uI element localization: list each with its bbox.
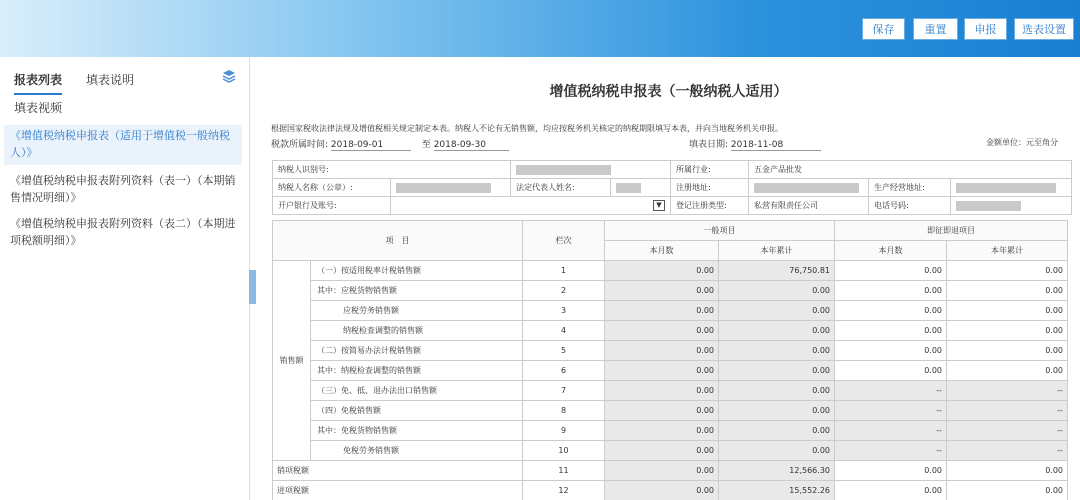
immediate-year-cell: -- (947, 401, 1068, 421)
immediate-year-cell: 0.00 (947, 461, 1068, 481)
immediate-month-cell[interactable]: 0.00 (835, 321, 947, 341)
row-label: （四）免税销售额 (311, 401, 523, 421)
form-item-main[interactable]: 《增值税纳税申报表（适用于增值税一般纳税人）》 (4, 125, 242, 165)
form-item-schedule-1[interactable]: 《增值税纳税申报表附列资料（表一）（本期销售情况明细）》 (10, 174, 236, 204)
row-label: （二）按简易办法计税销售额 (311, 341, 523, 361)
phone-field[interactable] (951, 197, 1072, 215)
tab-fill-instructions[interactable]: 填表说明 (86, 73, 135, 87)
immediate-month-cell: -- (835, 441, 947, 461)
immediate-year-cell: 0.00 (947, 321, 1068, 341)
immediate-year-cell: 0.00 (947, 481, 1068, 500)
general-month-cell[interactable]: 0.00 (605, 321, 719, 341)
row-number: 1 (523, 261, 605, 281)
general-month-cell[interactable]: 0.00 (605, 441, 719, 461)
row-label: 免税劳务销售额 (311, 441, 523, 461)
tab-report-list[interactable]: 报表列表 (14, 71, 62, 95)
immediate-month-cell[interactable]: 0.00 (835, 481, 947, 500)
form-note: 根据国家税收法律法规及增值税相关规定制定本表。纳税人不论有无销售额，均应按税务机关核定的纳税期限填写本表，并向当地税务机关申报。 (271, 124, 783, 133)
general-year-cell: 0.00 (719, 381, 835, 401)
immediate-month-cell: -- (835, 421, 947, 441)
declare-button[interactable]: 申报 (964, 18, 1007, 40)
general-month-cell[interactable]: 0.00 (605, 281, 719, 301)
row-label: 应税劳务销售额 (311, 301, 523, 321)
header-general: 一般项目 (605, 221, 835, 241)
table-row (273, 461, 1068, 481)
table-settings-button[interactable]: 选表设置 (1014, 18, 1074, 40)
row-number: 2 (523, 281, 605, 301)
taxpayer-name-field[interactable] (391, 179, 511, 197)
header-immediate: 即征即退项目 (835, 221, 1068, 241)
table-row (273, 321, 1068, 341)
sidebar-collapse-handle[interactable] (249, 270, 256, 304)
header-month: 本月数 (605, 241, 719, 261)
general-year-cell: 0.00 (719, 301, 835, 321)
table-row (273, 481, 1068, 500)
immediate-month-cell[interactable]: 0.00 (835, 301, 947, 321)
immediate-month-cell[interactable]: 0.00 (835, 361, 947, 381)
table-row (273, 281, 1068, 301)
immediate-month-cell[interactable]: 0.00 (835, 281, 947, 301)
form-item-schedule-2[interactable]: 《增值税纳税申报表附列资料（表二）（本期进项税额明细）》 (10, 217, 236, 247)
biz-addr-label: 生产经营地址: (869, 179, 951, 197)
row-label: 其中：纳税检查调整的销售额 (311, 361, 523, 381)
immediate-month-cell[interactable]: 0.00 (835, 261, 947, 281)
reg-type-field[interactable]: 私营有限责任公司 (749, 197, 869, 215)
row-number: 8 (523, 401, 605, 421)
main-panel (257, 57, 1080, 500)
row-number: 4 (523, 321, 605, 341)
biz-addr-field[interactable] (951, 179, 1072, 197)
page-title: 增值税纳税申报表（一般纳税人适用） (549, 84, 788, 100)
immediate-year-cell: 0.00 (947, 281, 1068, 301)
general-year-cell: 0.00 (719, 341, 835, 361)
general-year-cell: 0.00 (719, 321, 835, 341)
immediate-year-cell: -- (947, 381, 1068, 401)
immediate-month-cell: -- (835, 401, 947, 421)
row-number: 10 (523, 441, 605, 461)
taxpayer-id-field[interactable] (511, 161, 671, 179)
taxpayer-name-label: 纳税人名称（公章）: (273, 179, 391, 197)
general-month-cell[interactable]: 0.00 (605, 361, 719, 381)
table-row (273, 261, 1068, 281)
row-number: 11 (523, 461, 605, 481)
table-row (273, 401, 1068, 421)
general-year-cell: 15,552.26 (719, 481, 835, 500)
row-number: 7 (523, 381, 605, 401)
taxpayer-info-table (272, 160, 1072, 215)
table-row (273, 381, 1068, 401)
general-month-cell[interactable]: 0.00 (605, 481, 719, 500)
row-label: （一）按适用税率计税销售额 (311, 261, 523, 281)
general-year-cell: 0.00 (719, 361, 835, 381)
immediate-month-cell[interactable]: 0.00 (835, 461, 947, 481)
general-month-cell[interactable]: 0.00 (605, 301, 719, 321)
immediate-year-cell: -- (947, 441, 1068, 461)
immediate-month-cell: -- (835, 381, 947, 401)
header-year: 本年累计 (719, 241, 835, 261)
fill-date-field[interactable]: 2018-11-08 (731, 140, 821, 151)
general-month-cell[interactable]: 0.00 (605, 461, 719, 481)
header-year: 本年累计 (947, 241, 1068, 261)
row-number: 12 (523, 481, 605, 500)
row-label: 其中：应税货物销售额 (311, 281, 523, 301)
general-month-cell[interactable]: 0.00 (605, 261, 719, 281)
fill-video-link[interactable]: 填表视频 (14, 101, 63, 115)
header-item: 项 目 (273, 221, 523, 261)
vat-declaration-table (272, 220, 1068, 500)
sidebar (0, 57, 250, 500)
currency-unit: 金额单位：元至角分 (986, 138, 1058, 147)
period-to-field[interactable]: 2018-09-30 (434, 140, 509, 151)
reset-button[interactable]: 重置 (913, 18, 958, 40)
reg-addr-field[interactable] (749, 179, 869, 197)
general-month-cell[interactable]: 0.00 (605, 341, 719, 361)
period-from-field[interactable]: 2018-09-01 (331, 140, 411, 151)
header-col-no: 栏次 (523, 221, 605, 261)
general-year-cell: 0.00 (719, 421, 835, 441)
row-number: 9 (523, 421, 605, 441)
taxpayer-id-label: 纳税人识别号: (273, 161, 511, 179)
row-label: 其中：免税货物销售额 (311, 421, 523, 441)
row-number: 5 (523, 341, 605, 361)
industry-label: 所属行业: (671, 161, 749, 179)
general-year-cell: 76,750.81 (719, 261, 835, 281)
fill-date: 填表日期: 2018-11-08 (689, 137, 821, 151)
general-year-cell: 0.00 (719, 401, 835, 421)
row-label: 进项税额 (273, 481, 523, 500)
bank-select[interactable] (391, 197, 671, 215)
tax-period: 税款所属时间: 2018-09-01 至 2018-09-30 (271, 137, 509, 151)
legal-rep-field[interactable] (611, 179, 671, 197)
row-label: 纳税检查调整的销售额 (311, 321, 523, 341)
general-year-cell: 0.00 (719, 441, 835, 461)
immediate-year-cell: 0.00 (947, 261, 1068, 281)
immediate-year-cell: 0.00 (947, 341, 1068, 361)
table-row (273, 301, 1068, 321)
save-button[interactable]: 保存 (862, 18, 905, 40)
header-month: 本月数 (835, 241, 947, 261)
immediate-year-cell: 0.00 (947, 301, 1068, 321)
row-number: 3 (523, 301, 605, 321)
general-month-cell[interactable]: 0.00 (605, 381, 719, 401)
table-row (273, 441, 1068, 461)
row-label: （三）免、抵、退办法出口销售额 (311, 381, 523, 401)
general-year-cell: 0.00 (719, 281, 835, 301)
row-label: 销项税额 (273, 461, 523, 481)
reg-type-label: 登记注册类型: (671, 197, 749, 215)
general-month-cell[interactable]: 0.00 (605, 421, 719, 441)
general-year-cell: 12,566.30 (719, 461, 835, 481)
layers-icon[interactable] (222, 69, 236, 83)
row-number: 6 (523, 361, 605, 381)
table-row (273, 341, 1068, 361)
top-toolbar (0, 0, 1080, 57)
industry-field[interactable]: 五金产品批发 (749, 161, 1072, 179)
immediate-year-cell: -- (947, 421, 1068, 441)
bank-label: 开户银行及账号: (273, 197, 391, 215)
legal-rep-label: 法定代表人姓名: (511, 179, 611, 197)
chevron-down-icon[interactable]: ▼ (653, 200, 665, 211)
group-sales-label: 销售额 (273, 261, 311, 461)
table-row (273, 361, 1068, 381)
reg-addr-label: 注册地址: (671, 179, 749, 197)
phone-label: 电话号码: (869, 197, 951, 215)
immediate-month-cell[interactable]: 0.00 (835, 341, 947, 361)
table-row (273, 421, 1068, 441)
immediate-year-cell: 0.00 (947, 361, 1068, 381)
general-month-cell[interactable]: 0.00 (605, 401, 719, 421)
